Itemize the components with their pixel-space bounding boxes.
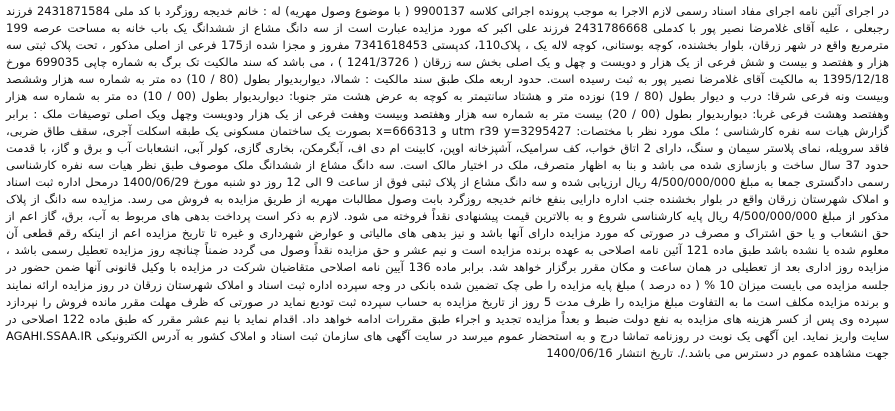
- notice-body-text: در اجرای آئین نامه اجرای مفاد اسناد رسمی لازم الاجرا به موجب پرونده اجرائی کلاسه 9900137 ( با موضوع وصول مهریه) له : خانم خدیجه روزگرد با کد ملی 2431871584 فرزند رجبعلی ، علیه آقای غلامرضا نصیر پور با کدملی 2431786668 فرزند علی اکبر که مورد مزایده عبارت است از سه دانگ مشاع از ششدانگ یک باب خانه به مساحت عرصه 199 مترمربع واقع در شهر زرقان، بلوار بخشنده، کوچه بوستانی، کوچه لاله یک ، پلاک110، کدپستی 7341618453 مفروز و مجزا شده از175 فرعی از اصلی مذکور ، تحت پلاک ثبتی سه هزار و هفتصد و بیست و شش فرعی از یک هزار و دویست و چهل و یک اصلی بخش سه زرقان ( 1241/3726 ) ، می باشد که سند مالکیت تک برگ به شماره چاپی 699035 مورخ 1395/12/18 به مالکیت آقای غلامرضا نصیر پور به ثبت رسیده است. حدود اربعه ملک طبق سند مالکیت : شمالا، دیواربدیوار بطول (80 / 10) ده متر به شماره سه هزار وششصد وبیست ونه فرعی شرقا: درب و دیوار بطول (80 / 19) نوزده متر و هشتاد سانتیمتر به کوچه به عرض هشت متر جنوبا: دیواربدیوار بطول (00 / 10) ده متر به شماره سه هزار وهفتصد وهشت فرعی غربا: دیواربدیوار بطول (00 / 20) بیست متر به شماره سه هزار وهفتصد وبیست وهفت فرعی از یک هزار ودویست وچهل ویک اصلی توصیفات ملک : برابر گزارش هیات سه نفره کارشناسی ؛ ملک مورد نظر با مختصات: utm r39 y=3295427 و x=666313 بصورت یک ساختمان مسکونی یک طبقه اسکلت آجری، سقف طاق ضربی، فاقد سرویله، نمای پلاستر سیمان و سنگ، دارای 2 اتاق خواب، کف سرامیک، آشپزخانه اوپن، کابینت ام دی اف، آبگرمکن، بخاری گازی، کولر آبی، انشعابات آب و برق و گاز، با قدمت حدود 37 سال ساخت و بازسازی شده می باشد و بنا به اظهار متصرف، ملک در اختیار مالک است. سه دانگ مشاع از ششدانگ ملک موصوف طبق نظر هیات سه نفره کارشناسی رسمی دادگستری جمعا به مبلغ 4/500/000/000 ریال ارزیابی شده و سه دانگ مشاع از پلاک ثبتی فوق از ساعت 9 الی 12 روز دو شنبه مورخ 1400/06/29 درمحل اداره ثبت اسناد و املاک شهرستان زرقان واقع در بلوار بخشنده جنب اداره دارایی بنفع خانم خدیجه روزگرد بابت وصول مطالبات مهریه از طریق مزایده به فروش می رسد. مزایده سه دانگ از پلاک مذکور از مبلغ 4/500/000/000 ریال پایه کارشناسی شروع و به بالاترین قیمت پیشنهادی نقداً فروخته می شود. لازم به ذکر است پرداخت بدهی های مربوط به آب، برق، گاز اعم از حق انشعاب و یا حق اشتراک و مصرف در صورتی که مورد مزایده دارای آنها باشد و نیز بدهی های مالیاتی و عوارض شهرداری و غیره تا تاریخ مزایده اعم از اینکه رقم قطعی آن معلوم شده یا نشده باشد طبق ماده 121 آئین نامه اصلاحی به عهده برنده مزایده است و نیم عشر و حق مزایده نقداً وصول می گردد ضمناً چنانچه روز مزایده تعطیل رسمی باشد ، مزایده روز اداری بعد از تعطیلی در همان ساعت و مکان مقرر برگزار خواهد شد. برابر ماده 136 آیین نامه اصلاحی متقاضیان شرکت در مزایده با وکیل قانونی آنها ضمن حضور در جلسه مزایده می بایست میزان 10 % ( ده درصد ) مبلغ پایه مزایده را طی چک تضمین شده بانکی در وجه سپرده اداره ثبت اسناد و املاک شهرستان زرقان در روز مزایده ارائه نمایند و برنده مزایده مکلف است ما به التفاوت مبلغ مزایده را ظرف مدت 5 روز از تاریخ مزایده به حساب سپرده ثبت تودیع نماید در صورتی که ظرف مهلت مقرر مانده فروش را نپردازد سپرده وی پس از کسر هزینه های مزایده به نفع دولت ضبط و بعداً مزایده تجدید و اجراء طبق مقررات ادامه خواهد داد. اقدام نماید با نیم عشر مقرر که طبق ماده 122 اصلاحی در سایت واریز نماید. این آگهی یک نوبت در روزنامه تماشا درج و به استحضار عموم میرسد در سایت آگهی های سازمان ثبت اسناد و املاک کشور به آدرس الکترونیکی AGAHI.SSAA.IR جهت مشاهده عموم در دسترس می باشد./. تاریخ انتشار 1400/06/16: [6, 4, 890, 360]
